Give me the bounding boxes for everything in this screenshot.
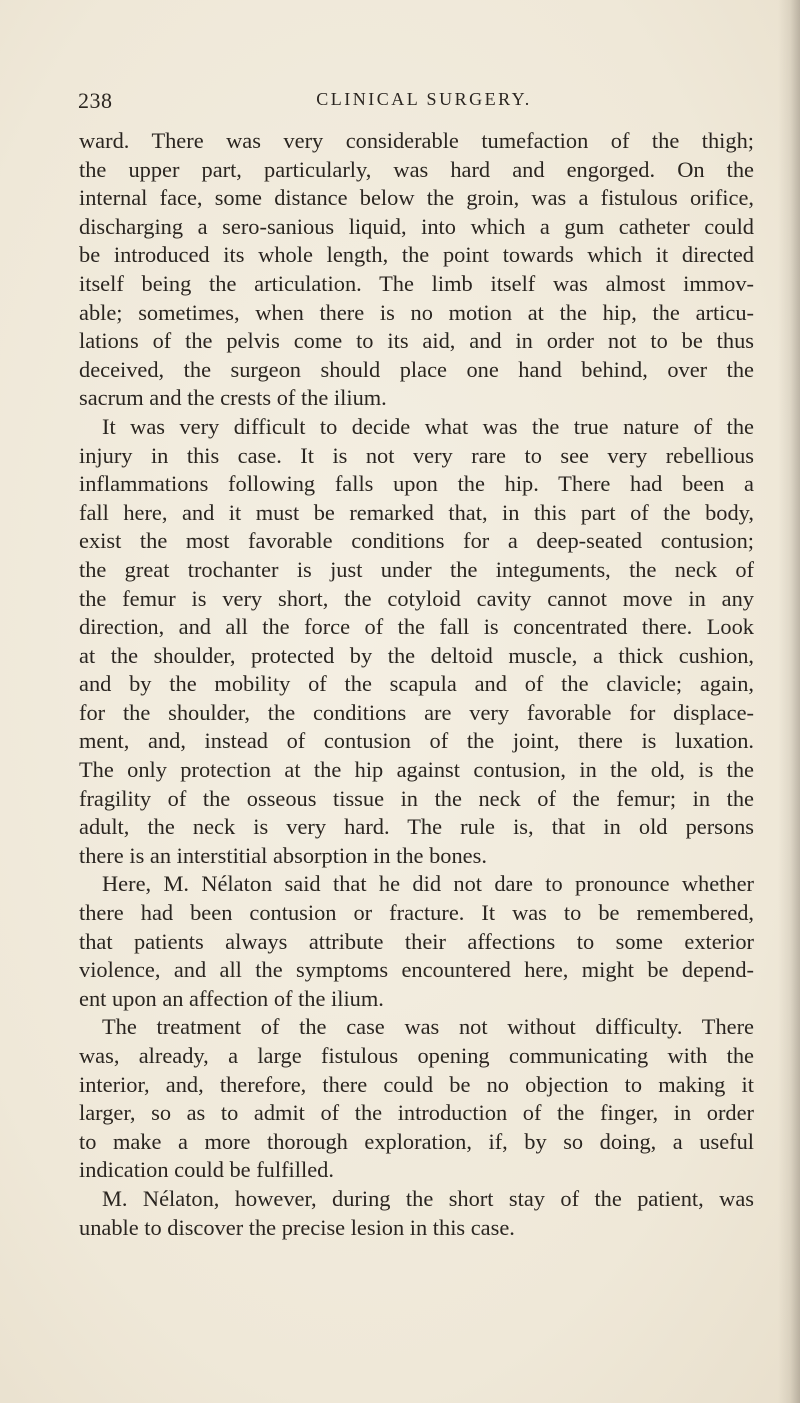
page-edge-shadow [778,0,800,1403]
text-line: larger, so as to admit of the introduction of the finger, in order [79,1100,754,1126]
text-line: there is an interstitial absorption in the bones. [79,842,487,868]
text-line: the femur is very short, the cotyloid cavity cannot move in any [79,585,754,611]
page-number: 238 [78,88,113,113]
text-line: internal face, some distance below the groin, was a fistulous orifice, [79,185,754,211]
text-line: the great trochanter is just under the integuments, the neck of [79,556,754,582]
text-line: ward. There was very considerable tumefaction of the thigh; [79,128,754,153]
text-line: lations of the pelvis come to its aid, and in order not to be thus [79,328,754,354]
text-line: fragility of the osseous tissue in the neck of the femur; in the [79,785,754,811]
body-text [79,127,754,1242]
text-line: ment, and, instead of contusion of the joint, there is luxation. [79,728,754,754]
text-line: inflammations following falls upon the hip. There had been a [79,471,754,497]
page-header [78,88,754,118]
text-line: Here, M. Nélaton said that he did not dare to pronounce whether [102,871,754,897]
text-line: for the shoulder, the conditions are very favorable for displace- [79,699,754,725]
text-line: exist the most favorable conditions for a deep-seated contusion; [79,528,754,554]
text-line: violence, and all the symptoms encountered here, might be depend- [79,957,754,983]
text-line: M. Nélaton, however, during the short stay of the patient, was [102,1185,754,1211]
running-head: CLINICAL SURGERY. [316,89,532,109]
text-line: at the shoulder, protected by the deltoid muscle, a thick cushion, [79,642,754,668]
text-line: discharging a sero-sanious liquid, into which a gum catheter could [79,213,754,239]
text-line: that patients always attribute their affections to some exterior [79,928,754,954]
text-line: and by the mobility of the scapula and of the clavicle; again, [79,671,754,697]
text-line: interior, and, therefore, there could be no objection to making it [79,1071,754,1097]
text-line: The only protection at the hip against contusion, in the old, is the [79,757,754,783]
text-line: itself being the articulation. The limb itself was almost immov- [79,270,754,296]
text-line: It was very difficult to decide what was the true nature of the [102,413,754,439]
text-line: ent upon an affection of the ilium. [79,985,384,1011]
text-line: there had been contusion or fracture. It was to be remembered, [79,900,754,926]
text-line: unable to discover the precise lesion in this case. [79,1214,515,1240]
text-line: fall here, and it must be remarked that, in this part of the body, [79,499,754,525]
text-line: deceived, the surgeon should place one hand behind, over the [79,356,754,382]
text-line: direction, and all the force of the fall is concentrated there. Look [79,614,754,640]
text-line: The treatment of the case was not without difficulty. There [102,1014,754,1040]
text-line: adult, the neck is very hard. The rule is, that in old persons [79,814,754,840]
text-line: sacrum and the crests of the ilium. [79,385,387,411]
text-line: the upper part, particularly, was hard and engorged. On the [79,156,754,182]
text-line: was, already, a large fistulous opening communicating with the [79,1043,754,1068]
text-line: to make a more thorough exploration, if, by so doing, a useful [79,1128,754,1154]
text-line: able; sometimes, when there is no motion at the hip, the articu- [79,299,754,325]
text-line: indication could be fulfilled. [79,1157,334,1183]
text-line: injury in this case. It is not very rare to see very rebellious [79,442,754,468]
text-line: be introduced its whole length, the point towards which it directed [79,242,754,268]
